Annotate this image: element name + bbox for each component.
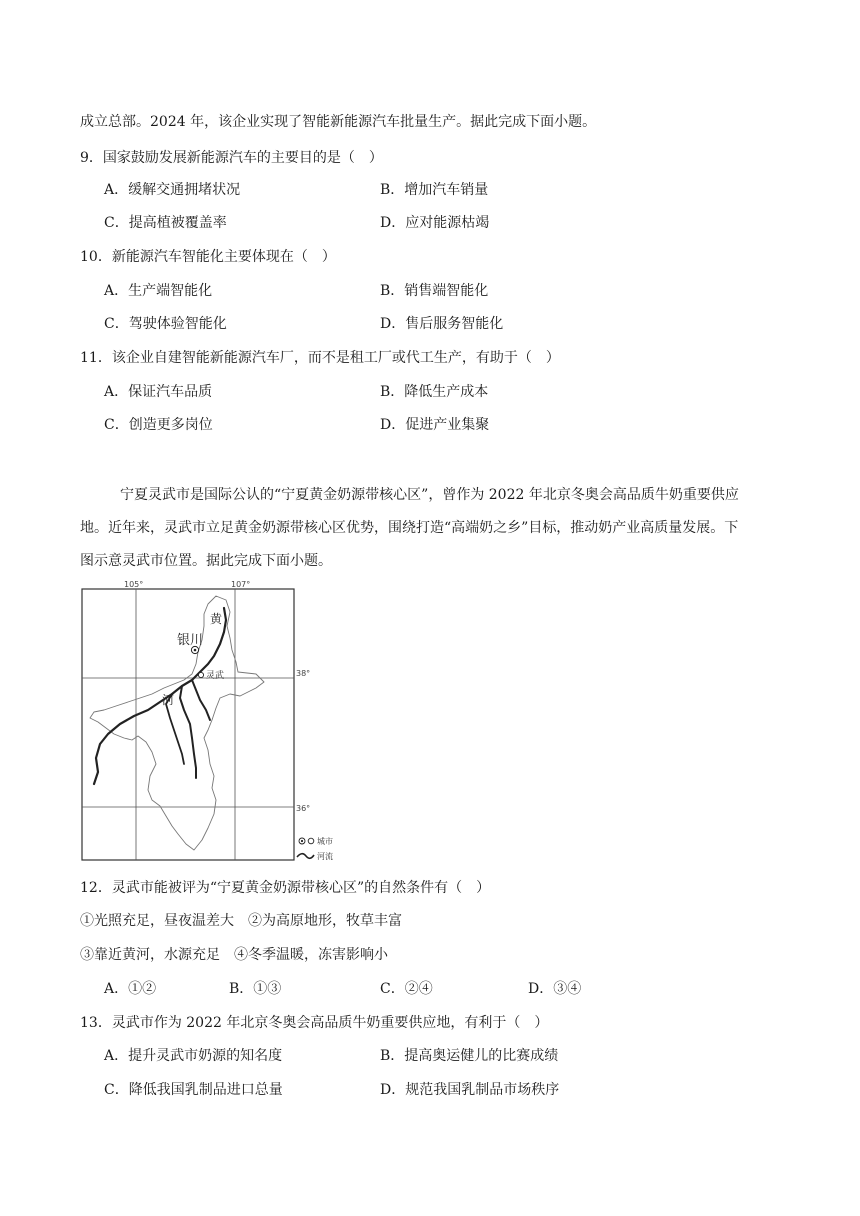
lingwu-location-map (80, 578, 350, 868)
lat-label-36: 36° (296, 804, 311, 813)
question-10-option-c[interactable]: C．驾驶体验智能化 (104, 316, 227, 332)
lingwu-marker (198, 672, 203, 677)
question-9-option-d[interactable]: D．应对能源枯竭 (380, 215, 490, 231)
lon-label-107: 107° (231, 580, 251, 589)
tributary-east (192, 680, 210, 720)
question-11-option-a[interactable]: A．保证汽车品质 (104, 384, 213, 400)
intro-tail: 成立总部。2024 年，该企业实现了智能新能源汽车批量生产。据此完成下面小题。 (80, 114, 597, 130)
question-10-option-d[interactable]: D．售后服务智能化 (380, 316, 504, 332)
yinchuan-marker-dot (194, 649, 197, 652)
question-11-stem: 11．该企业自建智能新能源汽车厂，而不是租工厂或代工生产，有助于（ ） (80, 350, 560, 366)
river-label-huang: 黄 (210, 612, 223, 626)
question-10-option-b[interactable]: B．销售端智能化 (380, 283, 489, 299)
question-9-option-b[interactable]: B．增加汽车销量 (380, 182, 489, 198)
question-12-conditions-1: ①光照充足，昼夜温差大 ②为高原地形，牧草丰富 (80, 913, 402, 929)
legend-city-capital-dot (301, 840, 303, 842)
city-label-lingwu: 灵武 (206, 671, 225, 681)
map-frame (82, 589, 294, 860)
question-12-option-d[interactable]: D．③④ (528, 981, 582, 997)
legend-city-label: 城市 (317, 837, 333, 846)
question-11-option-c[interactable]: C．创造更多岗位 (104, 417, 213, 433)
question-13-option-c[interactable]: C．降低我国乳制品进口总量 (104, 1082, 283, 1098)
question-13-option-a[interactable]: A．提升灵武市奶源的知名度 (104, 1048, 283, 1064)
question-11-option-b[interactable]: B．降低生产成本 (380, 384, 489, 400)
passage-line-3: 图示意灵武市位置。据此完成下面小题。 (80, 553, 332, 569)
question-11-option-d[interactable]: D．促进产业集聚 (380, 417, 490, 433)
tributary-qingshui (180, 686, 196, 778)
question-13-stem: 13．灵武市作为 2022 年北京冬奥会高品质牛奶重要供应地，有利于（ ） (80, 1015, 549, 1031)
question-12-stem: 12．灵武市能被评为“宁夏黄金奶源带核心区”的自然条件有（ ） (80, 880, 491, 896)
lat-label-38: 38° (296, 669, 311, 678)
question-10-option-a[interactable]: A．生产端智能化 (104, 283, 213, 299)
question-13-option-b[interactable]: B．提高奥运健儿的比赛成绩 (380, 1048, 559, 1064)
question-10-stem: 10．新能源汽车智能化主要体现在（ ） (80, 249, 336, 265)
legend-city-icon (308, 838, 314, 844)
question-12-option-c[interactable]: C．②④ (380, 981, 433, 997)
question-9-option-a[interactable]: A．缓解交通拥堵状况 (104, 182, 241, 198)
lon-label-105: 105° (124, 580, 144, 589)
legend-river-label: 河流 (317, 852, 333, 861)
question-9-stem: 9．国家鼓励发展新能源汽车的主要目的是（ ） (80, 150, 383, 166)
city-label-yinchuan: 银川 (177, 633, 204, 648)
passage-line-1: 宁夏灵武市是国际公认的“宁夏黄金奶源带核心区”，曾作为 2022 年北京冬奥会高品质牛奶重要供应 (120, 487, 739, 503)
passage-line-2: 地。近年来，灵武市立足黄金奶源带核心区优势，围绕打造“高端奶之乡”目标，推动奶产业高质量发展。下 (80, 520, 739, 536)
question-12-option-a[interactable]: A．①② (104, 981, 157, 997)
question-13-option-d[interactable]: D．规范我国乳制品市场秩序 (380, 1082, 560, 1098)
question-12-conditions-2: ③靠近黄河，水源充足 ④冬季温暖，冻害影响小 (80, 947, 388, 963)
question-12-option-b[interactable]: B．①③ (229, 981, 282, 997)
river-label-he: 河 (162, 693, 175, 707)
legend-river-icon (297, 854, 314, 859)
question-9-option-c[interactable]: C．提高植被覆盖率 (104, 215, 227, 231)
yellow-river (94, 608, 226, 784)
